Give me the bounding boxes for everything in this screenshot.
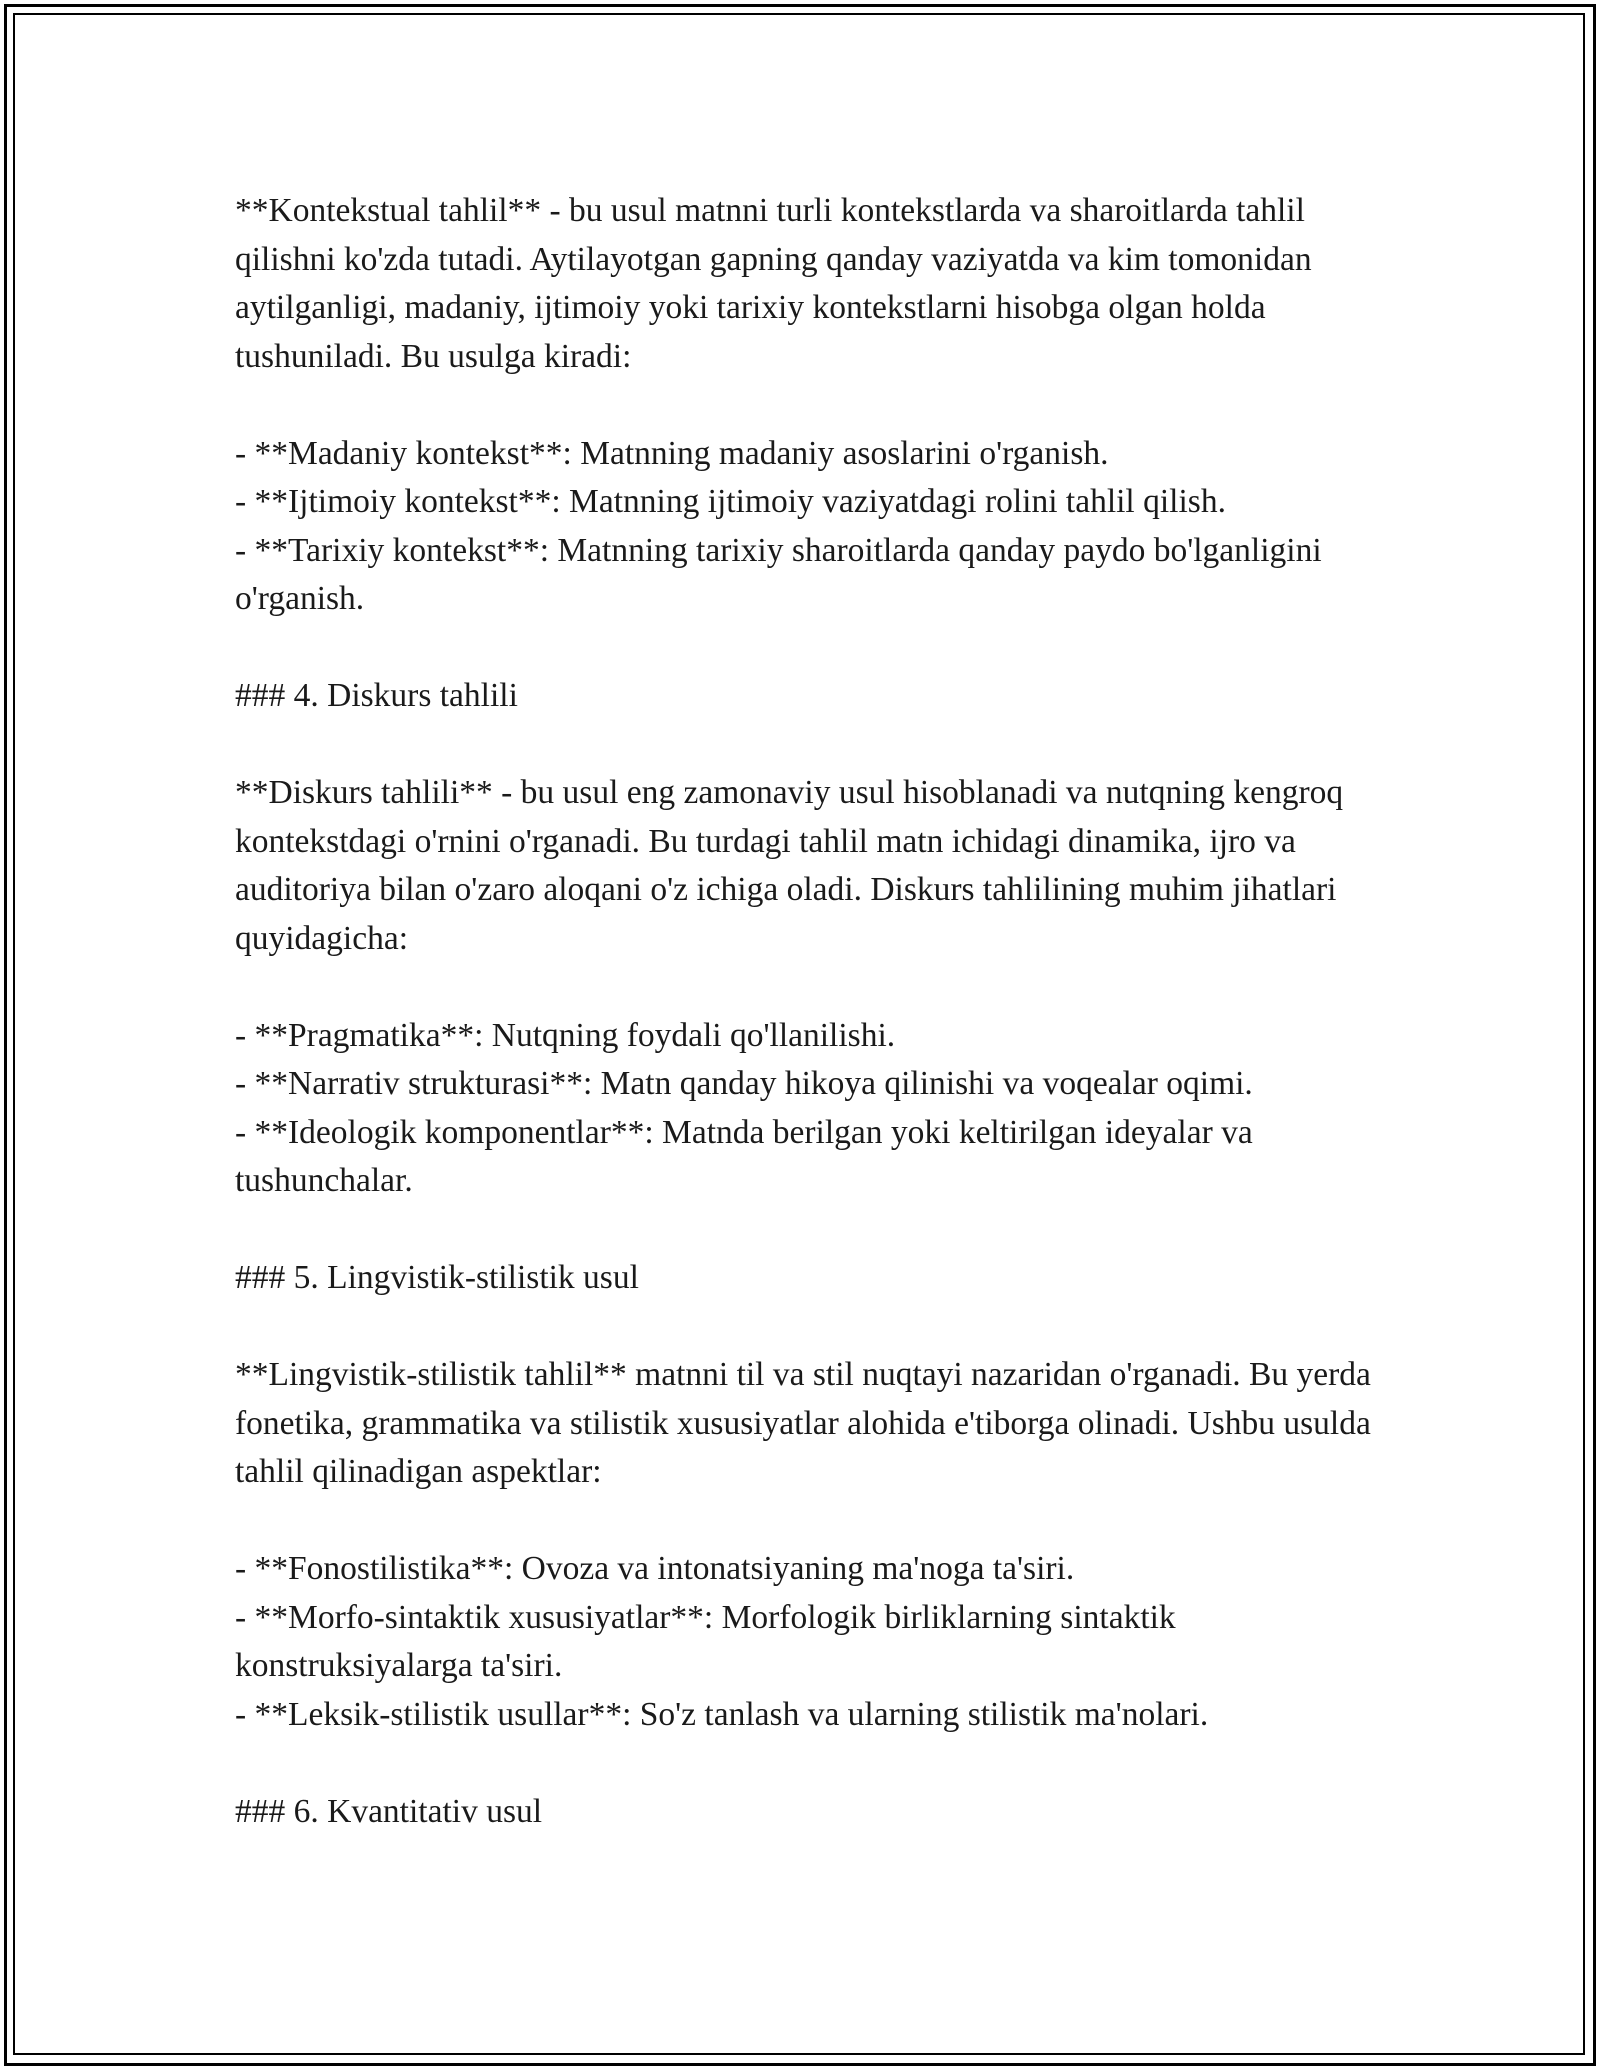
spacer [235,624,1385,673]
spacer [235,1206,1385,1255]
heading-diskurs-tahlili: ### 4. Diskurs tahlili [235,677,518,714]
list-item-pragmatika: - **Pragmatika**: Nutqning foydali qo'llanilishi. [235,1016,896,1054]
list-item-morfo-sintaktik: - **Morfo-sintaktik xususiyatlar**: Morfologik birliklarning sintaktik konstruksiyalarga ta'siri. [235,1598,1176,1684]
list-item-narrativ-strukturasi: - **Narrativ strukturasi**: Matn qanday hikoya qilinishi va voqealar oqimi. [235,1065,1253,1102]
list-item-leksik-stilistik: - **Leksik-stilistik usullar**: So'z tanlash va ularning stilistik ma'nolari. [235,1695,1209,1733]
paragraph-diskurs-tahlili: **Diskurs tahlili** - bu usul eng zamonaviy usul hisoblanadi va nutqning kengroq kontekstdagi o'rnini o'rganadi. Bu turdagi tahlil matn ichidagi dinamika, ijro va auditoriya bilan o'zaro aloqani o'z ichiga oladi. Diskurs tahlilining muhim jihatlari quyidagicha: [235,774,1344,957]
spacer [235,381,1385,430]
list-item-madaniy-kontekst: - **Madaniy kontekst**: Matnning madaniy asoslarini o'rganish. [235,434,1109,472]
heading-kvantitativ-usul: ### 6. Kvantitativ usul [235,1792,543,1830]
list-item-fonostilistika: - **Fonostilistika**: Ovoza va intonatsiyaning ma'noga ta'siri. [235,1550,1075,1587]
spacer [235,1739,1385,1788]
spacer [235,1497,1385,1546]
list-item-ideologik-komponentlar: - **Ideologik komponentlar**: Matnda berilgan yoki keltirilgan ideyalar va tushunchalar. [235,1113,1253,1199]
spacer [235,1303,1385,1352]
list-item-ijtimoiy-kontekst: - **Ijtimoiy kontekst**: Matnning ijtimoiy vaziyatdagi rolini tahlil qilish. [235,483,1226,520]
document-body [235,187,1385,1836]
spacer [235,963,1385,1012]
spacer [235,721,1385,770]
list-item-tarixiy-kontekst: - **Tarixiy kontekst**: Matnning tarixiy sharoitlarda qanday paydo bo'lganligini o'rganish. [235,531,1322,617]
paragraph-kontekstual-tahlil: **Kontekstual tahlil** - bu usul matnni turli kontekstlarda va sharoitlarda tahlil qilishni ko'zda tutadi. Aytilayotgan gapning qanday vaziyatda va kim tomonidan aytilganligi, madaniy, ijtimoiy yoki tarixiy kontekstlarni hisobga olgan holda tushuniladi. Bu usulga kiradi: [235,192,1312,375]
paragraph-lingvistik-stilistik-tahlil: **Lingvistik-stilistik tahlil** matnni til va stil nuqtayi nazaridan o'rganadi. Bu yerda fonetika, grammatika va stilistik xususiyatlar alohida e'tiborga olinadi. Ushbu usulda tahlil qilinadigan aspektlar: [235,1356,1371,1490]
heading-lingvistik-stilistik-usul: ### 5. Lingvistik-stilistik usul [235,1259,639,1296]
